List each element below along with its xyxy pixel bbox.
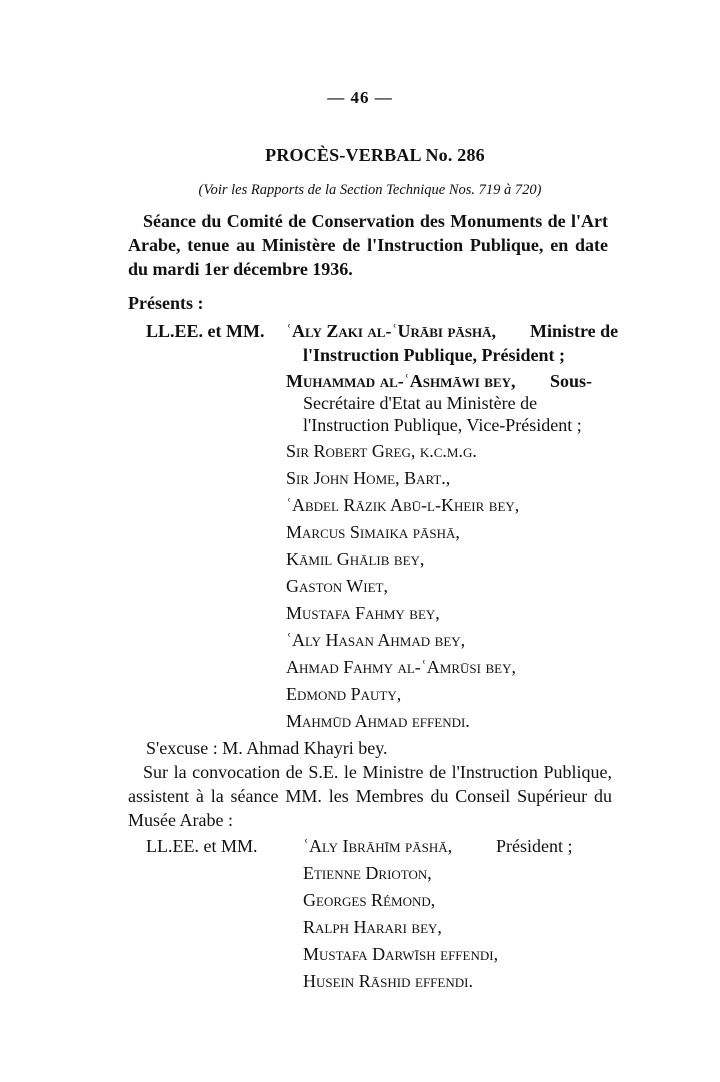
first-group-vice-name: Muhammad al-ʿAshmāwi bey,	[286, 371, 516, 391]
document-title: PROCÈS-VERBAL No. 286	[265, 145, 485, 165]
member-entry: Marcus Simaika pāshā,	[286, 522, 460, 542]
member-entry: ʿAbdel Rāzik Abū-l-Kheir bey,	[286, 495, 520, 515]
member-entry: Etienne Drioton,	[303, 863, 432, 883]
document-subtitle: (Voir les Rapports de la Section Technique Nos. 719 à 720)	[198, 182, 542, 198]
second-group-president-role: Président ;	[496, 836, 573, 856]
member-entry: Mustafa Fahmy bey,	[286, 603, 440, 623]
page-number: — 46 —	[327, 88, 393, 107]
first-group-honorifics: LL.EE. et MM.	[146, 321, 265, 341]
member-entry: Husein Rāshid effendi.	[303, 971, 473, 991]
member-entry: Gaston Wiet,	[286, 576, 388, 596]
member-entry: Ahmad Fahmy al-ʿAmrūsi bey,	[286, 657, 516, 677]
opening-paragraph: Séance du Comité de Conservation des Monuments de l'Art Arabe, tenue au Ministère de l'Instruction Publique, en date du mardi 1er décembre 1936.	[128, 211, 608, 279]
member-entry: Kāmil Ghālib bey,	[286, 549, 425, 569]
member-entry: Mustafa Darwīsh effendi,	[303, 944, 499, 964]
first-group-president-role-2: l'Instruction Publique, Président ;	[303, 345, 566, 365]
member-entry: Georges Rémond,	[303, 890, 436, 910]
second-group-honorifics: LL.EE. et MM.	[146, 836, 258, 856]
first-group-vice-role-1: Sous-	[550, 371, 593, 391]
first-group-president-name: ʿAly Zaki al-ʿUrābi pāshā,	[286, 321, 497, 341]
member-entry: Ralph Harari bey,	[303, 917, 442, 937]
excuse-line: S'excuse : M. Ahmad Khayri bey.	[146, 738, 388, 758]
first-group-president-role-1: Ministre de	[530, 321, 619, 341]
first-group-vice-role-2: Secrétaire d'Etat au Ministère de	[303, 393, 538, 413]
second-group-president-name: ʿAly Ibrāhīm pāshā,	[303, 836, 453, 856]
member-entry: Mahmūd Ahmad effendi.	[286, 711, 470, 731]
second-paragraph: Sur la convocation de S.E. le Ministre de l'Instruction Publique, assistent à la séance MM. les Membres du Conseil Supérieur du Musée Arabe :	[128, 762, 612, 830]
presents-label: Présents :	[128, 293, 204, 313]
first-group-vice-role-3: l'Instruction Publique, Vice-Président ;	[303, 415, 582, 435]
member-entry: Sir John Home, Bart.,	[286, 468, 451, 488]
member-entry: Edmond Pauty,	[286, 684, 402, 704]
member-entry: ʿAly Hasan Ahmad bey,	[286, 630, 466, 650]
member-entry: Sir Robert Greg, k.c.m.g.	[286, 441, 477, 461]
